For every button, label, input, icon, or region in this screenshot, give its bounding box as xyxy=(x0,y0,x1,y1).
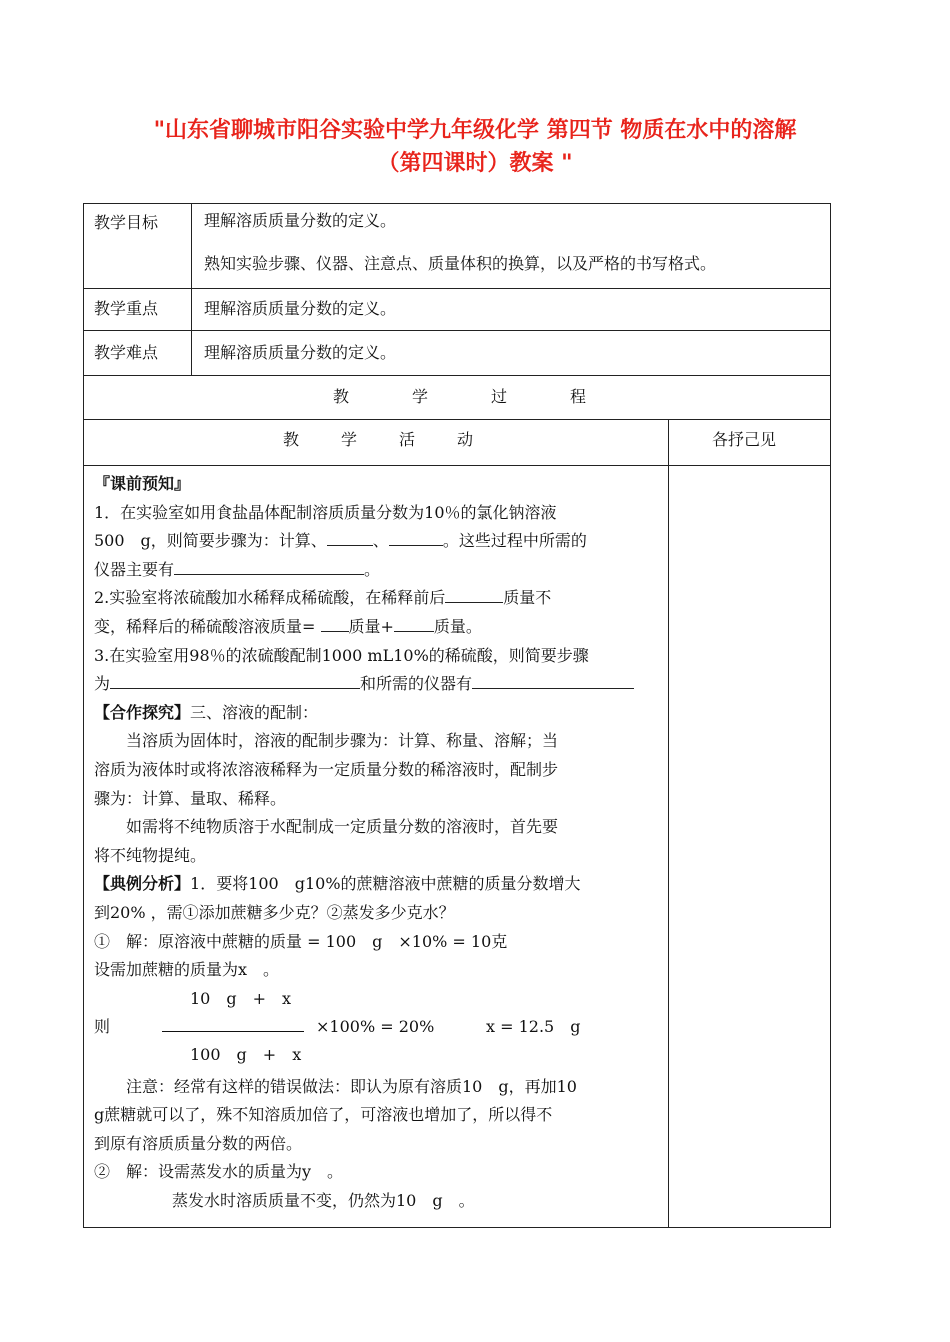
solution-line: ② 解：设需蒸发水的质量为y 。 xyxy=(94,1162,344,1182)
goal-item: 理解溶质质量分数的定义。 xyxy=(204,211,397,230)
column-divider xyxy=(668,419,669,1227)
fraction-denominator: 100 g + x xyxy=(190,1044,302,1064)
blank xyxy=(321,614,349,632)
teaching-activity-header xyxy=(283,427,473,450)
question-2-line: 变，稀释后的稀硫酸溶液质量= 质量+ 质量。 xyxy=(94,613,666,642)
header-char: 教 xyxy=(283,430,300,449)
header-char: 活 xyxy=(398,430,415,449)
difficulty-label: 教学难点 xyxy=(94,343,159,362)
fraction-bar xyxy=(162,1031,304,1032)
solution-line: ① 解：原溶液中蔗糖的质量 = 100 g ×10% = 10克 xyxy=(94,931,508,951)
document-title xyxy=(60,114,890,180)
question-2-line: 2.实验室将浓硫酸加水稀释成稀硫酸，在稀释前后 质量不 xyxy=(94,584,666,613)
fraction-prefix: 则 xyxy=(94,1016,111,1036)
fraction-equation xyxy=(94,985,666,1073)
solution-line: 设需加蔗糖的质量为x 。 xyxy=(94,960,280,980)
question-3-line: 为 和所需的仪器有 xyxy=(94,670,666,699)
row-divider xyxy=(84,419,830,420)
paragraph-line: 骤为：计算、量取、稀释。 xyxy=(94,788,287,808)
question-3-line: 3.在实验室用98％的浓硫酸配制1000 mL10%的稀硫酸，则简要步骤 xyxy=(94,645,589,665)
header-char: 学 xyxy=(340,430,357,449)
paragraph-line: 将不纯物提纯。 xyxy=(94,845,207,865)
blank xyxy=(394,614,434,632)
goals-cell xyxy=(204,210,716,275)
paragraph-line: 如需将不纯物质溶于水配制成一定质量分数的溶液时，首先要 xyxy=(126,817,559,837)
question-1-line: 仪器主要有 。 xyxy=(94,556,666,585)
key-point-label: 教学重点 xyxy=(94,299,159,318)
header-char: 程 xyxy=(569,387,586,406)
row-divider xyxy=(84,465,830,466)
example-line: 【典例分析】1．要将100 g10%的蔗糖溶液中蔗糖的质量分数增大 xyxy=(94,874,581,894)
title-line-2: （第四课时）教案 " xyxy=(377,151,573,176)
paragraph-line: 当溶质为固体时，溶液的配制步骤为：计算、称量、溶解；当 xyxy=(126,731,559,751)
header-char: 教 xyxy=(333,387,350,406)
note-line: g蔗糖就可以了，殊不知溶质加倍了，可溶液也增加了，所以得不 xyxy=(94,1105,553,1125)
blank xyxy=(174,557,364,575)
goals-label: 教学目标 xyxy=(94,213,159,232)
header-char: 过 xyxy=(490,387,507,406)
title-line-1: "山东省聊城市阳谷实验中学九年级化学 第四节 物质在水中的溶解 xyxy=(153,118,797,143)
lesson-plan-table xyxy=(83,203,831,1228)
header-char: 动 xyxy=(456,430,473,449)
activity-content xyxy=(94,470,666,1216)
blank xyxy=(389,528,443,546)
notes-column-header: 各抒己见 xyxy=(712,430,777,449)
pre-study-title: 『课前预知』 xyxy=(94,474,191,493)
example-line: 到20% ，需①添加蔗糖多少克？②蒸发多少克水？ xyxy=(94,902,455,922)
header-char: 学 xyxy=(411,387,428,406)
fraction-numerator: 10 g + x xyxy=(190,988,292,1008)
key-point-text: 理解溶质质量分数的定义。 xyxy=(204,299,397,318)
note-line: 到原有溶质质量分数的两倍。 xyxy=(94,1133,303,1153)
blank xyxy=(472,671,634,689)
solution-line: 蒸发水时溶质质量不变，仍然为10 g 。 xyxy=(172,1191,475,1211)
fraction-solution: x = 12.5 g xyxy=(486,1016,581,1036)
row-divider xyxy=(84,330,830,331)
row-divider xyxy=(84,375,830,376)
paragraph-line: 溶质为液体时或将浓溶液稀释为一定质量分数的稀溶液时，配制步 xyxy=(94,759,559,779)
blank xyxy=(327,528,373,546)
question-1-line: 1．在实验室如用食盐晶体配制溶质质量分数为10％的氯化钠溶液 xyxy=(94,502,557,522)
blank xyxy=(445,585,503,603)
note-line: 注意：经常有这样的错误做法：即认为原有溶质10 g，再加10 xyxy=(126,1076,577,1096)
goal-item: 熟知实验步骤、仪器、注意点、质量体积的换算，以及严格的书写格式。 xyxy=(204,254,717,273)
question-1-line: 500 g，则简要步骤为：计算、 、 。这些过程中所需的 xyxy=(94,527,666,556)
difficulty-text: 理解溶质质量分数的定义。 xyxy=(204,343,397,362)
row-divider xyxy=(84,288,830,289)
cooperative-inquiry-line: 【合作探究】三、溶液的配制： xyxy=(94,702,319,722)
column-divider xyxy=(191,204,192,375)
blank xyxy=(110,671,360,689)
teaching-process-header xyxy=(333,384,586,407)
fraction-result: ×100% = 20% xyxy=(316,1016,435,1036)
